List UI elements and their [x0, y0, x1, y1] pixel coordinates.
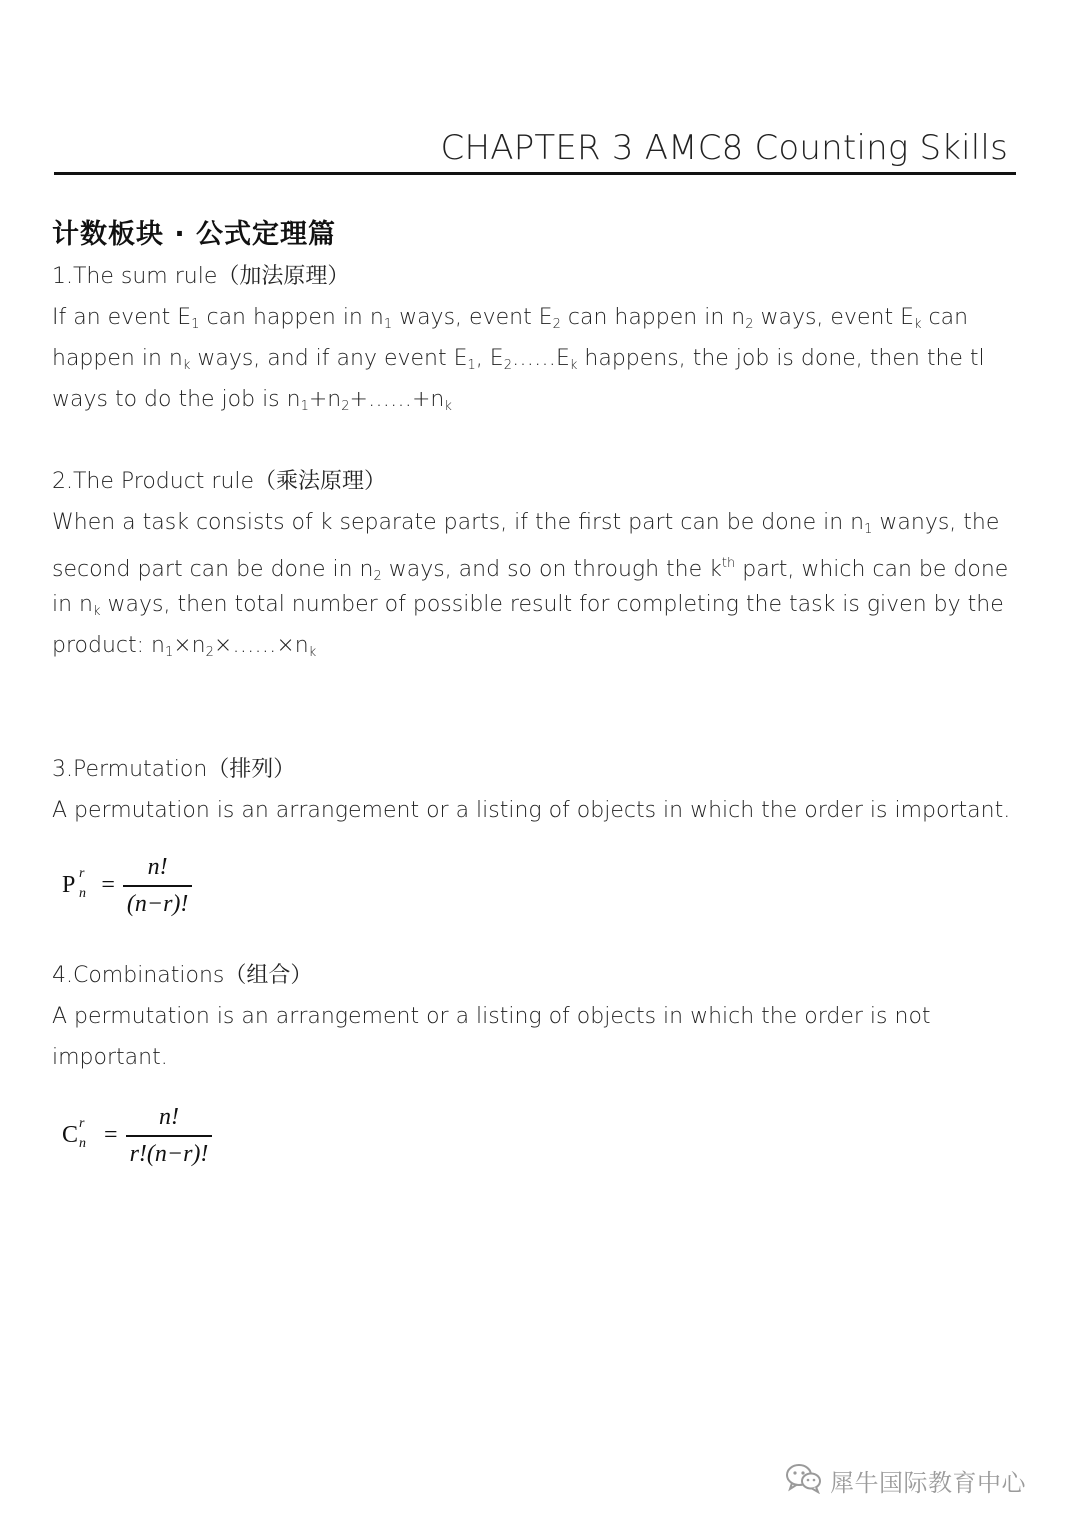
permutation-heading: 3.Permutation（排列）: [52, 757, 296, 782]
combinations-definition-line-2: important.: [52, 1045, 168, 1070]
permutation-formula: [62, 854, 192, 918]
combination-formula: [62, 1104, 212, 1168]
combination-fraction: [126, 1104, 213, 1168]
product-rule-line-3: in $n_k$ ways, then total number of possible result for completing the task is given by the: [52, 592, 1004, 619]
watermark-text: 犀牛国际教育中心: [830, 1468, 1026, 1497]
combinations-definition-line-1: A permutation is an arrangement or a listing of objects in which the order is not: [52, 1004, 931, 1029]
sum-rule-line-1: If an event $E_1$ can happen in $n_1$ ways, event $E_2$ can happen in $n_2$ ways, event $E_k$ can: [52, 305, 969, 332]
combinations-heading: 4.Combinations（组合）: [52, 963, 313, 988]
product-rule-line-1: When a task consists of k separate parts, if the first part can be done in $n_1$ wanys, the: [52, 510, 1000, 537]
permutation-definition: A permutation is an arrangement or a listing of objects in which the order is important.: [52, 798, 1011, 823]
product-rule-heading: 2.The Product rule（乘法原理）: [52, 469, 387, 494]
permutation-fraction: [123, 854, 193, 918]
chapter-divider: [54, 172, 1016, 175]
equals-sign: =: [101, 872, 115, 899]
permutation-numerator: n!: [147, 854, 168, 880]
combination-numerator: n!: [158, 1104, 179, 1130]
sum-rule-heading: 1.The sum rule（加法原理）: [52, 264, 350, 289]
product-rule-line-2: second part can be done in $n_2$ ways, and so on through the $k^{th}$ part, which can be done: [52, 556, 1009, 584]
permutation-symbol: P r n: [62, 866, 86, 902]
chapter-title: CHAPTER 3 AMC8 Counting Skills: [440, 128, 1008, 168]
permutation-denominator: (n−r)!: [126, 890, 189, 917]
product-rule-line-4: product: $n_1\times n_2\times\dots\dots\times n_k$: [52, 633, 317, 660]
footer-watermark: [784, 1462, 1026, 1498]
combination-symbol: C r n: [62, 1116, 86, 1152]
sum-rule-line-3: ways to do the job is $n_1+n_2+\dots\dots+n_k$: [52, 387, 452, 414]
equals-sign: =: [104, 1122, 118, 1149]
section-title: 计数板块 · 公式定理篇: [52, 219, 337, 250]
wechat-icon: [784, 1462, 824, 1498]
combination-denominator: r!(n−r)!: [129, 1140, 209, 1167]
sum-rule-line-2: happen in $n_k$ ways, and if any event $E_1$, $E_2\dots\dots E_k$ happens, the job is done, then the tl: [52, 346, 985, 373]
